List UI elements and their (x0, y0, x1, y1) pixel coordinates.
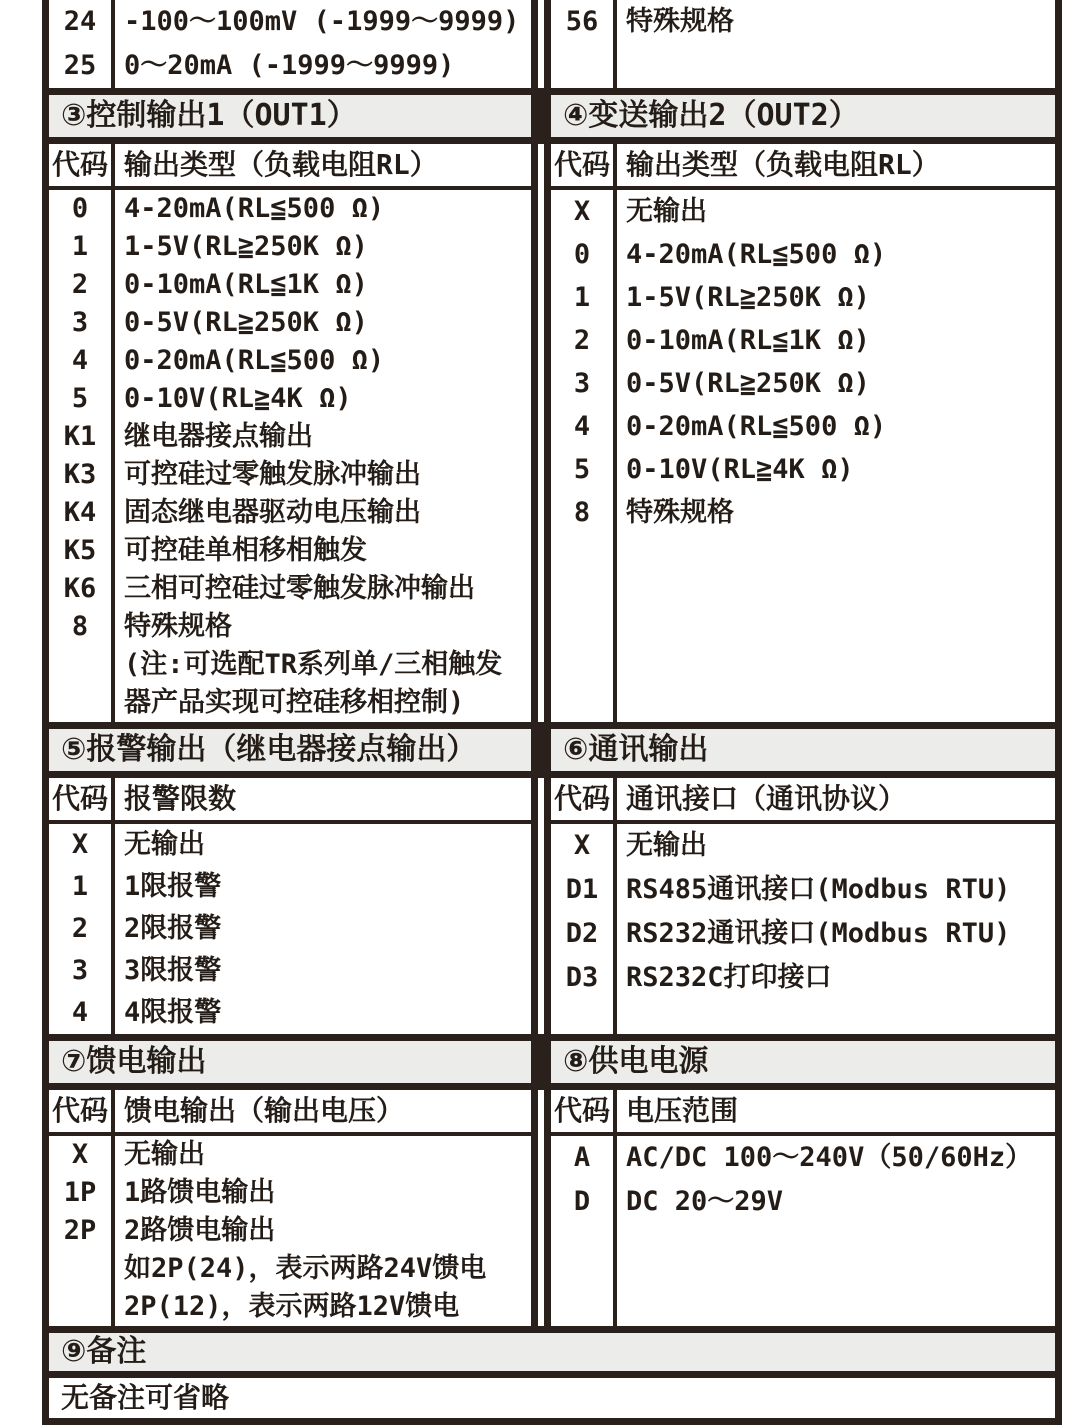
table-note-row (49, 684, 531, 722)
code-cell: 8 (49, 608, 115, 646)
desc-cell: 3限报警 (124, 955, 222, 986)
table-row (49, 304, 531, 342)
desc-cell: 0-10mA(RL≦1K Ω) (124, 269, 368, 300)
horizontal-divider (42, 88, 1062, 95)
desc-cell: 2P(12)，表示两路12V馈电 (124, 1291, 460, 1322)
section5-header (42, 729, 538, 771)
code-cell (551, 534, 617, 722)
desc-cell: 特殊规格 (626, 497, 734, 528)
table-row (49, 992, 531, 1034)
code-cell: 1 (551, 276, 617, 319)
desc-cell: 0-5V(RL≧250K Ω) (626, 368, 870, 399)
column-header-row (551, 778, 1055, 824)
section8-header (544, 1041, 1062, 1083)
code-cell: 1 (49, 866, 115, 908)
code-cell: 24 (49, 0, 115, 44)
code-cell: 8 (551, 491, 617, 534)
section7-header (42, 1041, 538, 1083)
section9-header (42, 1333, 1062, 1371)
desc-cell: 0-20mA(RL≦500 Ω) (626, 411, 887, 442)
desc-cell: 0-5V(RL≧250K Ω) (124, 307, 368, 338)
column-header-row (49, 144, 531, 190)
section-5-6-tables (42, 778, 1062, 1034)
section-7-8-header-band (42, 1041, 1062, 1083)
code-cell: 1P (49, 1174, 115, 1212)
horizontal-divider (42, 1083, 1062, 1090)
desc-cell: 2限报警 (124, 913, 222, 944)
desc-cell: 0-10V(RL≧4K Ω) (124, 383, 352, 414)
horizontal-divider (42, 722, 1062, 729)
table-row (49, 190, 531, 228)
table-row (49, 1136, 531, 1174)
desc-cell: 0-10mA(RL≦1K Ω) (626, 325, 870, 356)
code-cell: 3 (49, 950, 115, 992)
code-cell: 4 (551, 405, 617, 448)
desc-cell: RS485通讯接口(Modbus RTU) (626, 874, 1011, 905)
top-right-table (544, 0, 1062, 88)
section-7-8-tables (42, 1090, 1062, 1326)
desc-cell: 固态继电器驱动电压输出 (124, 497, 421, 528)
table-row (551, 912, 1055, 956)
code-cell (551, 1000, 617, 1034)
desc-cell: AC/DC 100～240V（50/60Hz） (626, 1142, 1033, 1173)
table-row (49, 44, 531, 88)
table-row (49, 380, 531, 418)
code-cell: X (49, 824, 115, 866)
code-column-header: 代码 (49, 1090, 115, 1132)
top-partial-band (42, 0, 1062, 88)
table-row (551, 1180, 1055, 1224)
table-row (551, 276, 1055, 319)
section-title: ⑧供电电源 (563, 1044, 709, 1079)
table-row (551, 1136, 1055, 1180)
section-5-6-header-band (42, 729, 1062, 771)
code-cell: 5 (49, 380, 115, 418)
table-row (551, 824, 1055, 868)
desc-cell (617, 1000, 1055, 1034)
table-row (49, 228, 531, 266)
section4-header (544, 95, 1062, 137)
desc-cell: 器产品实现可控硅移相控制) (124, 687, 465, 718)
desc-cell (617, 1224, 1055, 1326)
table-row (551, 362, 1055, 405)
table-row (49, 456, 531, 494)
desc-cell: 无输出 (124, 829, 205, 860)
code-cell: 3 (49, 304, 115, 342)
desc-column-header: 通讯接口（通讯协议） (626, 782, 907, 815)
horizontal-divider (42, 137, 1062, 144)
section5-table (42, 778, 538, 1034)
table-row (551, 868, 1055, 912)
code-cell: 0 (49, 190, 115, 228)
table-row (49, 418, 531, 456)
desc-cell: 继电器接点输出 (124, 421, 313, 452)
table-row (551, 190, 1055, 233)
code-cell: X (551, 190, 617, 233)
desc-cell: -100～100mV (-1999～9999) (124, 6, 520, 37)
desc-cell: 无输出 (626, 830, 707, 861)
desc-column-header: 报警限数 (124, 782, 237, 815)
code-cell (49, 646, 115, 684)
desc-column-header: 输出类型（负载电阻RL） (626, 148, 940, 181)
desc-column-header: 电压范围 (626, 1094, 739, 1127)
table-row (49, 608, 531, 646)
code-column-header: 代码 (551, 778, 617, 820)
table-row-filler (551, 44, 1055, 88)
desc-cell: 无输出 (124, 1139, 205, 1170)
desc-cell: 可控硅单相移相触发 (124, 535, 367, 566)
code-cell: K1 (49, 418, 115, 456)
desc-cell: 1路馈电输出 (124, 1177, 276, 1208)
desc-cell: 4-20mA(RL≦500 Ω) (124, 193, 385, 224)
desc-cell: 0～20mA (-1999～9999) (124, 50, 455, 81)
section-title: ⑤报警输出（继电器接点输出） (61, 732, 477, 767)
code-cell: K4 (49, 494, 115, 532)
table-row (49, 532, 531, 570)
table-row (49, 950, 531, 992)
code-cell: 3 (551, 362, 617, 405)
code-cell: K3 (49, 456, 115, 494)
section-3-4-tables (42, 144, 1062, 722)
desc-cell: 2路馈电输出 (124, 1215, 276, 1246)
code-column-header: 代码 (49, 144, 115, 186)
table-row-filler (551, 1000, 1055, 1034)
code-cell (49, 1250, 115, 1288)
desc-cell: 0-20mA(RL≦500 Ω) (124, 345, 385, 376)
table-row (551, 319, 1055, 362)
code-cell: A (551, 1136, 617, 1180)
code-cell: 5 (551, 448, 617, 491)
table-row (551, 0, 1055, 44)
code-column-header: 代码 (551, 1090, 617, 1132)
desc-cell: 1-5V(RL≧250K Ω) (626, 282, 870, 313)
code-column-header: 代码 (551, 144, 617, 186)
desc-cell: 4限报警 (124, 997, 222, 1028)
horizontal-divider (42, 1418, 1062, 1425)
code-cell: 2P (49, 1212, 115, 1250)
desc-cell: 1-5V(RL≧250K Ω) (124, 231, 368, 262)
table-row (551, 956, 1055, 1000)
section8-table (544, 1090, 1062, 1326)
table-row (551, 405, 1055, 448)
note-cell: 无备注可省略 (61, 1381, 230, 1414)
desc-cell: RS232C打印接口 (626, 962, 832, 993)
table-row (49, 494, 531, 532)
code-cell: 2 (49, 908, 115, 950)
table-note-row (49, 1288, 531, 1326)
top-left-table (42, 0, 538, 88)
desc-cell: 可控硅过零触发脉冲输出 (124, 459, 421, 490)
table-row (49, 570, 531, 608)
table-row-filler (551, 1224, 1055, 1326)
horizontal-divider (42, 1034, 1062, 1041)
code-cell: X (49, 1136, 115, 1174)
desc-cell: 特殊规格 (124, 611, 232, 642)
section-3-4-header-band (42, 95, 1062, 137)
table-note-row (49, 646, 531, 684)
section9-table (42, 1378, 1062, 1418)
table-row (49, 1174, 531, 1212)
code-cell (49, 684, 115, 722)
table-row (49, 824, 531, 866)
desc-cell: 如2P(24)，表示两路24V馈电 (124, 1253, 487, 1284)
desc-cell: 无输出 (626, 196, 707, 227)
code-cell: 56 (551, 0, 617, 44)
desc-cell (617, 44, 1055, 88)
section-title: ⑦馈电输出 (61, 1044, 207, 1079)
code-cell (551, 1224, 617, 1326)
section-title: ④变送输出2（OUT2） (563, 98, 859, 133)
code-cell: X (551, 824, 617, 868)
table-row (49, 908, 531, 950)
horizontal-divider (42, 1371, 1062, 1378)
desc-cell: 特殊规格 (626, 6, 734, 37)
section3-table (42, 144, 538, 722)
desc-cell: 三相可控硅过零触发脉冲输出 (124, 573, 475, 604)
desc-cell: 4-20mA(RL≦500 Ω) (626, 239, 887, 270)
desc-column-header: 馈电输出（输出电压） (124, 1094, 405, 1127)
table-row (49, 1378, 1055, 1418)
code-cell: D (551, 1180, 617, 1224)
table-row (49, 266, 531, 304)
desc-cell: RS232通讯接口(Modbus RTU) (626, 918, 1011, 949)
code-cell: 4 (49, 342, 115, 380)
code-column-header: 代码 (49, 778, 115, 820)
table-note-row (49, 1250, 531, 1288)
table-row (49, 866, 531, 908)
table-row (551, 448, 1055, 491)
desc-cell: DC 20～29V (626, 1186, 784, 1217)
code-cell: 4 (49, 992, 115, 1034)
desc-cell: (注:可选配TR系列单/三相触发 (124, 649, 503, 680)
section3-header (42, 95, 538, 137)
code-cell: 2 (49, 266, 115, 304)
column-header-row (551, 1090, 1055, 1136)
table-row (551, 233, 1055, 276)
code-cell: D2 (551, 912, 617, 956)
table-row (551, 491, 1055, 534)
desc-cell: 0-10V(RL≧4K Ω) (626, 454, 854, 485)
code-cell: K5 (49, 532, 115, 570)
code-cell: 1 (49, 228, 115, 266)
section6-table (544, 778, 1062, 1034)
section4-table (544, 144, 1062, 722)
section-title: ⑨备注 (61, 1334, 147, 1369)
table-row-filler (551, 534, 1055, 722)
table-row (49, 1212, 531, 1250)
column-header-row (551, 144, 1055, 190)
code-cell (49, 1288, 115, 1326)
column-header-row (49, 1090, 531, 1136)
section6-header (544, 729, 1062, 771)
section7-table (42, 1090, 538, 1326)
section-title: ⑥通讯输出 (563, 732, 709, 767)
horizontal-divider (42, 771, 1062, 778)
table-row (49, 0, 531, 44)
horizontal-divider (42, 1326, 1062, 1333)
code-cell: 0 (551, 233, 617, 276)
code-cell: D1 (551, 868, 617, 912)
code-cell: 25 (49, 44, 115, 88)
desc-cell: 1限报警 (124, 871, 222, 902)
code-cell (551, 44, 617, 88)
code-cell: K6 (49, 570, 115, 608)
code-cell: D3 (551, 956, 617, 1000)
code-cell: 2 (551, 319, 617, 362)
desc-column-header: 输出类型（负载电阻RL） (124, 148, 438, 181)
table-row (49, 342, 531, 380)
desc-cell (617, 534, 1055, 722)
section-title: ③控制输出1（OUT1） (61, 98, 357, 133)
column-header-row (49, 778, 531, 824)
